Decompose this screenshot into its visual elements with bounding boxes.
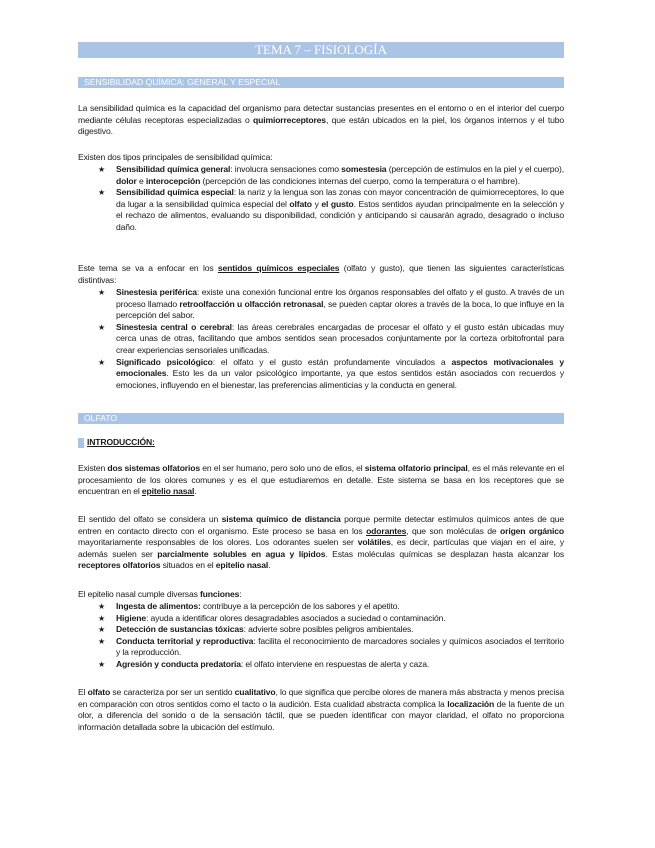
features-list	[78, 287, 564, 391]
features-intro: Este tema se va a enfocar en los sentidos químicos especiales (olfato y gusto), que tienen las siguientes características distintivas:	[78, 263, 565, 285]
star-icon: ★	[98, 188, 106, 198]
star-icon: ★	[98, 613, 106, 623]
list-item: ★ Sensibilidad química especial: la nariz y la lengua son las zonas con mayor concentración de quimiorreceptores, lo que da lugar a la sensibilidad química especial del olfato y el gusto. Estos sentidos ayudan principalmente en la selección y el rechazo de alimentos, evaluando su disponibilidad, condición y anticipando si causarán agrado, desagrado o incluso daño.	[98, 187, 564, 232]
document-title: TEMA 7 – FISIOLOGÍA	[78, 42, 564, 58]
olfato-paragraph-4: El olfato se caracteriza por ser un sentido cualitativo, lo que significa que percibe olores de manera más abstracta y menos precisa en comparación con otros sentidos como el tacto o la audición. Esta cualidad abstracta complica la localización de la fuente de un olor, a diferencia del sonido o de la sensación táctil, que se pueden identificar con mayor claridad, el olfato no proporciona información detallada sobre la ubicación del estímulo.	[78, 687, 564, 732]
list-item: ★ Higiene: ayuda a identificar olores desagradables asociados a suciedad o contaminación.	[98, 612, 446, 623]
heading-marker	[78, 438, 84, 448]
intro-paragraph: La sensibilidad química es la capacidad del organismo para detectar sustancias presentes en el entorno o en el interior del cuerpo mediante células receptoras especializadas o quimiorreceptores, que están ubicados en la piel, los órganos internos y el tubo digestivo.	[78, 103, 564, 137]
olfato-paragraph-1: Existen dos sistemas olfatorios en el ser humano, pero solo uno de ellos, el sistema olfatorio principal, es el más relevante en el procesamiento de los olores comunes y es el que estudiaremos en detalle. Este sistema se basa en los receptores que se encuentran en el epitelio nasal.	[78, 463, 565, 497]
functions-intro: El epitelio nasal cumple diversas funciones:	[78, 589, 242, 599]
types-intro: Existen dos tipos principales de sensibilidad química:	[78, 152, 273, 162]
list-item: ★ Detección de sustancias tóxicas: advierte sobre posibles peligros ambientales.	[98, 624, 414, 635]
list-item: ★ Conducta territorial y reproductiva: facilita el reconocimiento de marcadores sociales y químicos asociados el territorio y la reproducción.	[98, 635, 564, 658]
list-item: ★ Sensibilidad química general: involucra sensaciones como somestesia (percepción de estímulos en la piel y el cuerpo), dolor e interocepción (percepción de las condiciones internas del cuerpo, como la temperatura o el hambre).	[98, 164, 564, 186]
olfato-paragraph-2: El sentido del olfato se considera un sistema químico de distancia porque permite detectar estímulos químicos antes de que entren en contacto directo con el organismo. Este proceso se basa en los odorantes, que son moléculas de origen orgánico mayoritariamente responsables de los olores. Los odorantes suelen ser volátiles, es decir, partículas que viajan en el aire, y además suelen ser parcialmente solubles en agua y lípidos. Estas moléculas químicas se desplazan hasta alcanzar los receptores olfatorios situados en el epitelio nasal.	[78, 514, 565, 571]
introduccion-heading: INTRODUCCIÓN:	[78, 437, 564, 449]
star-icon: ★	[98, 625, 106, 635]
list-item: ★ Agresión y conducta predatoria: el olfato interviene en respuestas de alerta y caza.	[98, 658, 430, 669]
functions-list	[78, 601, 564, 671]
list-item: ★ Sinestesia periférica: existe una conexión funcional entre los órganos responsables del olfato y el gusto. A través de un proceso llamado retroolfacción u olfacción retronasal, se pueden captar olores a través de la boca, lo que influye en la percepción del sabor.	[98, 287, 564, 321]
star-icon: ★	[98, 636, 106, 646]
star-icon: ★	[98, 165, 106, 174]
list-item: ★ Sinestesia central o cerebral: las áreas cerebrales encargadas de procesar el olfato y el gusto están ubicadas muy cerca unas de otras, facilitando que ambos sentidos sean procesados conjuntamente por la corteza orbitofrontal para crear experiencias sensoriales unificadas.	[98, 321, 564, 355]
star-icon: ★	[98, 602, 106, 611]
types-list	[78, 164, 564, 234]
list-item: ★ Ingesta de alimentos: contribuye a la percepción de los sabores y el apetito.	[98, 601, 400, 611]
section-heading-olfato: OLFATO	[78, 413, 564, 424]
star-icon: ★	[98, 288, 106, 297]
section-heading-sensibilidad: SENSIBILIDAD QUÍMICA: GENERAL Y ESPECIAL	[78, 77, 564, 88]
star-icon: ★	[98, 659, 106, 669]
list-item: ★ Significado psicológico: el olfato y el gusto están profundamente vinculados a aspectos motivacionales y emocionales. Esto les da un valor psicológico importante, ya que estos sentidos están asociados con recuerdos y emociones, influyendo en el bienestar, las preferencias alimenticias y la conducta en general.	[98, 356, 565, 390]
star-icon: ★	[98, 357, 106, 367]
star-icon: ★	[98, 322, 106, 332]
